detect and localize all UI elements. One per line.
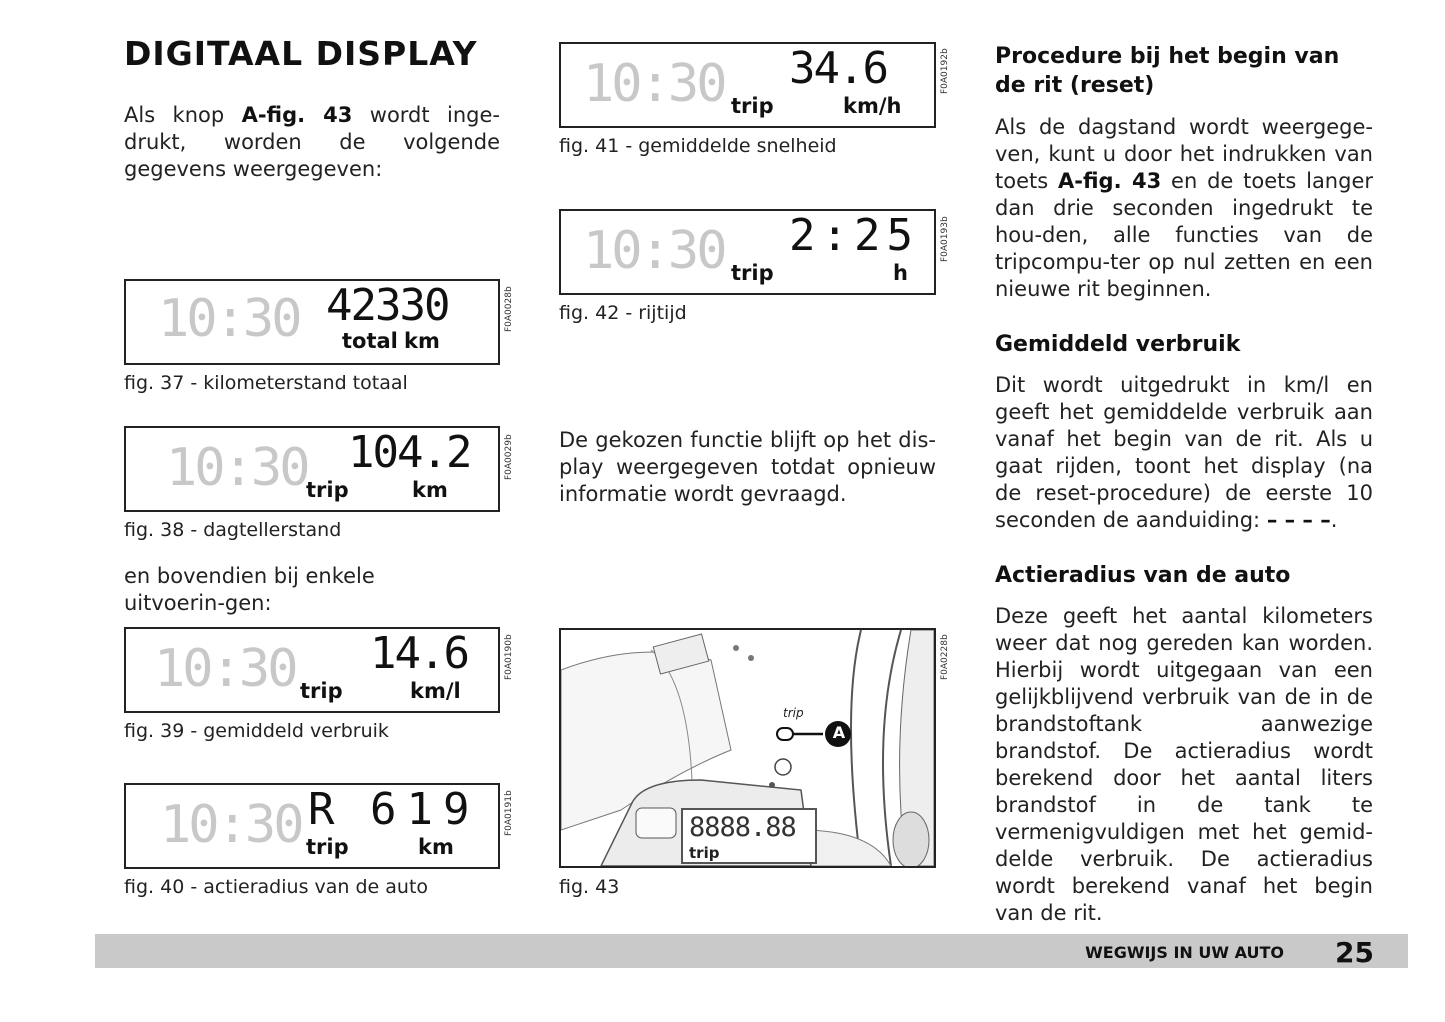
lcd-fig39 [124,627,500,713]
fig43-illustration [559,628,936,868]
lcd-time: 10:30 [583,221,725,281]
lcd-label-2: h [893,261,908,285]
gekozen-text: De gekozen functie blijft op het dis-play weergegeven totdat opnieuw informatie wordt gevraagd. [559,428,936,506]
figure-code: F0A0191b [504,790,514,836]
heading-reset: Procedure bij het begin van de rit (reset) [995,44,1340,98]
page-title: DIGITAAL DISPLAY [124,34,478,73]
lcd-value: 619 [370,784,480,835]
lcd-label-2: km/h [843,94,902,118]
figure-code: F0A0028b [504,286,514,332]
lcd-fig41 [559,42,936,128]
lcd-label-2: km [412,478,448,502]
lcd-fig38 [124,426,500,512]
odometer-display [681,808,817,864]
lcd-label-1: trip [306,478,349,502]
lcd-label-1: total [342,329,398,353]
knob-trip-label: trip [783,706,804,720]
heading-actieradius: Actieradius van de auto [995,563,1291,588]
odometer-trip: trip [689,844,720,862]
caption-fig40: fig. 40 - actieradius van de auto [124,876,429,898]
verbruik-text: Dit wordt uitgedrukt in km/l en geeft het gemiddelde verbruik aan vanaf het begin van de rit. Als u gaat rijden, toont het display (na de reset-procedure) de eerste 10 seconden de aanduiding: – – – –. [995,373,1373,532]
lcd-time: 10:30 [166,438,308,498]
lcd-fig37 [124,279,500,365]
figure-code: F0A0228b [940,634,950,680]
lcd-label-1: trip [731,94,774,118]
page-number: 25 [1335,936,1374,969]
lcd-value: 14.6 [370,628,468,679]
caption-fig43: fig. 43 [559,876,620,898]
lcd-value: 34.6 [789,43,887,94]
footer-bar [95,934,1408,968]
caption-fig38: fig. 38 - dagtellerstand [124,519,342,541]
lcd-time: 10:30 [583,54,725,114]
footer-section-title: WEGWIJS IN UW AUTO [1085,943,1284,962]
lcd-label-2: km/l [410,679,461,703]
lcd-prefix: R [308,784,333,835]
lcd-fig42 [559,209,936,295]
lcd-value: 2:25 [789,210,919,261]
figure-code: F0A0193b [940,216,950,262]
lcd-time: 10:30 [158,289,300,349]
figure-code: F0A0192b [940,48,950,94]
button-a-marker: A [832,723,846,742]
lcd-time: 10:30 [160,795,302,855]
caption-fig41: fig. 41 - gemiddelde snelheid [559,135,837,157]
heading-verbruik: Gemiddeld verbruik [995,332,1241,357]
lcd-value: 104.2 [348,427,471,478]
reset-text: Als de dagstand wordt weergege-ven, kunt u door het indrukken van toets A-fig. 43 en de toets langer dan drie seconden ingedrukt te hou-den, alle functies van de tripcompu-ter op nul zetten en een nieuwe rit beginnen. [995,115,1374,301]
odometer-digits: 8888.88 [689,812,796,843]
bovendien-text: en bovendien bij enkele uitvoerin-gen: [124,564,375,615]
actieradius-text: Deze geeft het aantal kilometers weer dat nog gereden kan worden. Hierbij wordt uitgegaan van een gelijkblijvend verbruik van de in de brandstoftank aanwezige brandstof. De actieradius wordt berekend door het aantal liters brandstof in de tank te vermenigvuldigen met het gemid-delde verbruik. De actieradius wordt berekend vanaf het begin van de rit. [995,604,1373,925]
lcd-label-2: km [404,329,440,353]
lcd-label-1: trip [300,679,343,703]
intro-text: Als knop A-fig. 43 wordt inge-drukt, worden de volgende gegevens weergegeven: [124,103,500,181]
lcd-label-2: km [418,835,454,859]
lcd-value: 42330 [326,280,449,331]
caption-fig39: fig. 39 - gemiddeld verbruik [124,720,389,742]
lcd-label-1: trip [306,835,349,859]
lcd-label-1: trip [731,261,774,285]
caption-fig37: fig. 37 - kilometerstand totaal [124,372,408,394]
lcd-time: 10:30 [154,639,296,699]
figure-code: F0A0029b [504,434,514,480]
lcd-fig40 [124,783,500,869]
caption-fig42: fig. 42 - rijtijd [559,302,687,324]
figure-code: F0A0190b [504,634,514,680]
